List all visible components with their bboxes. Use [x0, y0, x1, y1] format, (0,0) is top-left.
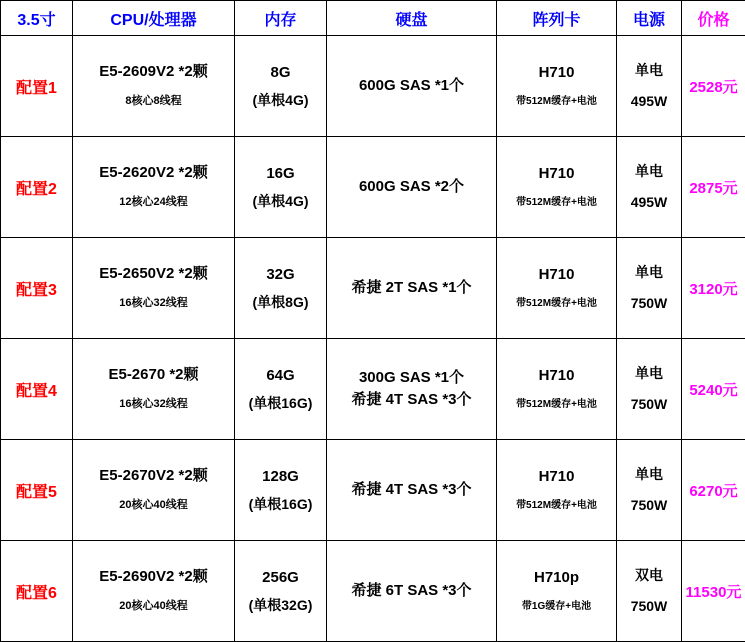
- raid-card-cache: 带512M缓存+电池: [500, 96, 613, 108]
- config-label-prefix: 配置: [16, 181, 48, 198]
- column-header-raid-card: 阵列卡: [497, 1, 617, 36]
- power-supply-type: 单电: [620, 62, 678, 79]
- column-header-memory: 内存: [235, 1, 327, 36]
- raid-card-model: H710: [500, 266, 613, 284]
- raid-card-model: H710: [500, 468, 613, 486]
- table-row: [1, 440, 745, 541]
- memory-total: 8G: [238, 64, 323, 82]
- column-header-harddisk: 硬盘: [327, 1, 497, 36]
- memory-per-stick: (单根16G): [238, 395, 323, 412]
- memory-per-stick: (单根32G): [238, 597, 323, 614]
- config-label-prefix: 配置: [16, 80, 48, 97]
- power-supply-watt: 750W: [620, 295, 678, 312]
- price-cell: [682, 541, 745, 642]
- cpu-cell: [73, 36, 235, 137]
- config-label-prefix: 配置: [16, 383, 48, 400]
- config-label-prefix: 配置: [16, 585, 48, 602]
- cpu-model: E5-2670V2 *2颗: [76, 467, 231, 485]
- price-value: 3120元: [689, 281, 737, 298]
- table-header-row: [1, 1, 745, 36]
- memory-cell: [235, 541, 327, 642]
- power-supply-cell: [617, 541, 682, 642]
- table-row: [1, 238, 745, 339]
- cpu-cores-threads: 8核心8线程: [76, 95, 231, 108]
- raid-card-model: H710: [500, 165, 613, 183]
- price-value: 2528元: [689, 79, 737, 96]
- column-header-cpu: CPU/处理器: [73, 1, 235, 36]
- cpu-cell: [73, 440, 235, 541]
- cpu-cores-threads: 12核心24线程: [76, 196, 231, 209]
- cpu-cell: [73, 339, 235, 440]
- harddisk-line-2: 希捷 4T SAS *3个: [330, 389, 493, 412]
- harddisk-cell: [327, 238, 497, 339]
- raid-card-model: H710: [500, 64, 613, 82]
- config-label-number: 5: [48, 484, 57, 501]
- table-row: [1, 541, 745, 642]
- harddisk-cell: [327, 440, 497, 541]
- power-supply-cell: [617, 440, 682, 541]
- price-value: 6270元: [689, 483, 737, 500]
- harddisk-cell: [327, 36, 497, 137]
- power-supply-cell: [617, 36, 682, 137]
- raid-card-cache: 带512M缓存+电池: [500, 500, 613, 512]
- cpu-cell: [73, 541, 235, 642]
- table-row: [1, 137, 745, 238]
- raid-card-cell: [497, 440, 617, 541]
- config-label-number: 2: [48, 181, 57, 198]
- table-row: [1, 339, 745, 440]
- raid-card-cache: 带512M缓存+电池: [500, 399, 613, 411]
- power-supply-watt: 750W: [620, 396, 678, 413]
- config-label-prefix: 配置: [16, 282, 48, 299]
- harddisk-cell: [327, 339, 497, 440]
- raid-card-cache: 带512M缓存+电池: [500, 298, 613, 310]
- config-label-cell: [1, 339, 73, 440]
- cpu-cores-threads: 20核心40线程: [76, 499, 231, 512]
- memory-total: 16G: [238, 165, 323, 183]
- harddisk-cell: [327, 137, 497, 238]
- memory-per-stick: (单根8G): [238, 294, 323, 311]
- cpu-model: E5-2620V2 *2颗: [76, 164, 231, 182]
- cpu-model: E5-2690V2 *2颗: [76, 568, 231, 586]
- power-supply-cell: [617, 238, 682, 339]
- price-value: 5240元: [689, 382, 737, 399]
- raid-card-cell: [497, 541, 617, 642]
- raid-card-cache: 带1G缓存+电池: [500, 601, 613, 613]
- cpu-model: E5-2670 *2颗: [76, 366, 231, 384]
- config-label-number: 3: [48, 282, 57, 299]
- cpu-cores-threads: 20核心40线程: [76, 600, 231, 613]
- power-supply-type: 单电: [620, 466, 678, 483]
- config-label-cell: [1, 541, 73, 642]
- power-supply-watt: 750W: [620, 497, 678, 514]
- memory-total: 256G: [238, 569, 323, 587]
- price-value: 11530元: [686, 584, 742, 601]
- cpu-cell: [73, 137, 235, 238]
- memory-per-stick: (单根4G): [238, 193, 323, 210]
- harddisk-line-1: 600G SAS *2个: [330, 176, 493, 199]
- config-label-cell: [1, 238, 73, 339]
- price-cell: [682, 238, 745, 339]
- memory-total: 128G: [238, 468, 323, 486]
- column-header-form-factor: 3.5寸: [1, 1, 73, 36]
- cpu-cores-threads: 16核心32线程: [76, 297, 231, 310]
- cpu-cell: [73, 238, 235, 339]
- column-header-power-supply: 电源: [617, 1, 682, 36]
- column-header-price: 价格: [682, 1, 745, 36]
- harddisk-line-1: 600G SAS *1个: [330, 75, 493, 98]
- config-label-number: 1: [48, 80, 57, 97]
- power-supply-type: 单电: [620, 163, 678, 180]
- memory-per-stick: (单根4G): [238, 92, 323, 109]
- raid-card-cell: [497, 339, 617, 440]
- raid-card-cell: [497, 137, 617, 238]
- harddisk-cell: [327, 541, 497, 642]
- power-supply-watt: 495W: [620, 93, 678, 110]
- memory-total: 32G: [238, 266, 323, 284]
- harddisk-line-1: 希捷 2T SAS *1个: [330, 277, 493, 300]
- harddisk-line-1: 希捷 4T SAS *3个: [330, 479, 493, 502]
- cpu-model: E5-2650V2 *2颗: [76, 265, 231, 283]
- price-cell: [682, 137, 745, 238]
- harddisk-line-1: 300G SAS *1个: [330, 367, 493, 390]
- config-label-prefix: 配置: [16, 484, 48, 501]
- harddisk-line-1: 希捷 6T SAS *3个: [330, 580, 493, 603]
- table-row: [1, 36, 745, 137]
- price-cell: [682, 339, 745, 440]
- memory-cell: [235, 440, 327, 541]
- price-cell: [682, 440, 745, 541]
- price-value: 2875元: [689, 180, 737, 197]
- config-label-number: 6: [48, 585, 57, 602]
- cpu-cores-threads: 16核心32线程: [76, 398, 231, 411]
- power-supply-watt: 750W: [620, 598, 678, 615]
- memory-total: 64G: [238, 367, 323, 385]
- config-label-cell: [1, 36, 73, 137]
- raid-card-cell: [497, 238, 617, 339]
- memory-per-stick: (单根16G): [238, 496, 323, 513]
- power-supply-type: 单电: [620, 264, 678, 281]
- cpu-model: E5-2609V2 *2颗: [76, 63, 231, 81]
- config-label-cell: [1, 137, 73, 238]
- price-cell: [682, 36, 745, 137]
- power-supply-cell: [617, 137, 682, 238]
- power-supply-type: 双电: [620, 567, 678, 584]
- config-label-cell: [1, 440, 73, 541]
- power-supply-cell: [617, 339, 682, 440]
- raid-card-model: H710p: [500, 569, 613, 587]
- config-label-number: 4: [48, 383, 57, 400]
- power-supply-watt: 495W: [620, 194, 678, 211]
- raid-card-cell: [497, 36, 617, 137]
- raid-card-model: H710: [500, 367, 613, 385]
- memory-cell: [235, 36, 327, 137]
- memory-cell: [235, 238, 327, 339]
- power-supply-type: 单电: [620, 365, 678, 382]
- memory-cell: [235, 137, 327, 238]
- memory-cell: [235, 339, 327, 440]
- raid-card-cache: 带512M缓存+电池: [500, 197, 613, 209]
